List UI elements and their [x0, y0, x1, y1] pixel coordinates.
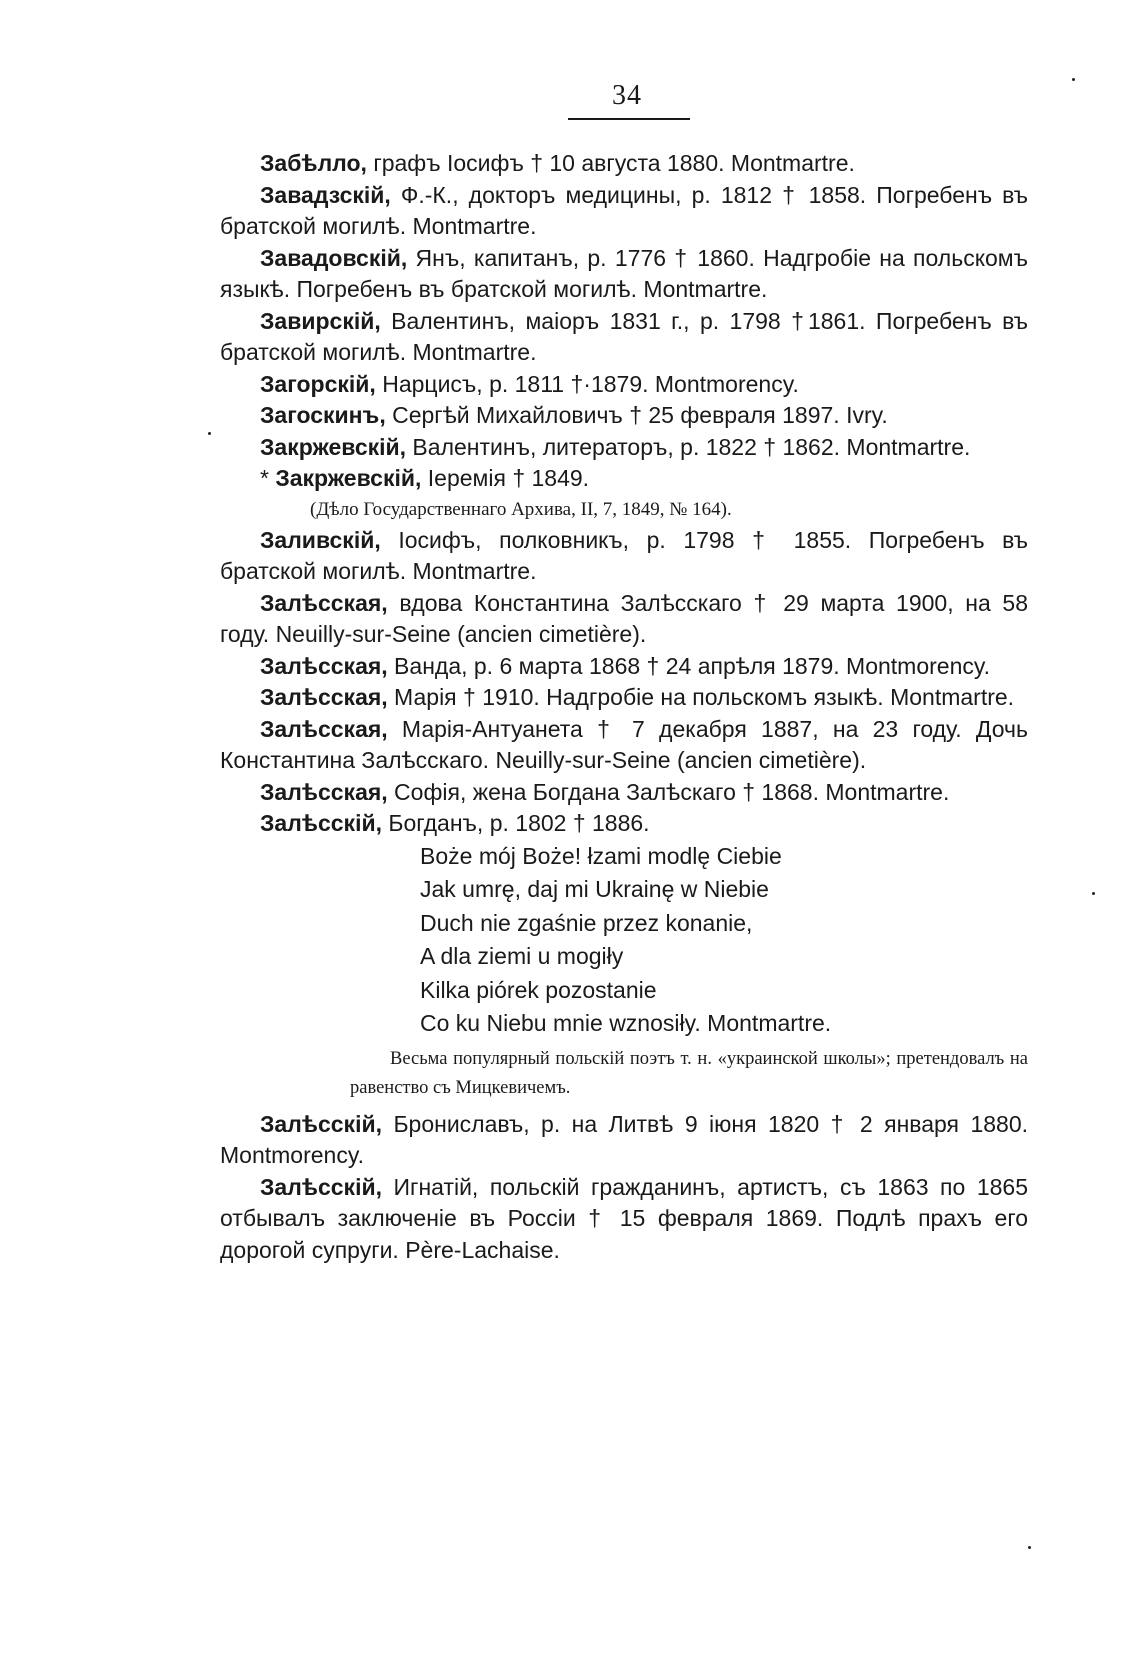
entry	[220, 180, 1028, 243]
entry-text: Софія, жена Богдана Залѣскаго † 1868. Montmartre.	[387, 778, 950, 805]
poem-line: Kilka piórek pozostanie	[420, 976, 657, 1003]
entry	[220, 1172, 1028, 1267]
entry	[220, 306, 1028, 369]
entry-surname: Залѣсская,	[260, 652, 388, 679]
entry-surname: Залѣсская,	[260, 684, 388, 710]
header-rule	[568, 118, 690, 120]
entry	[220, 588, 1028, 651]
entry-text: Іеремія † 1849.	[421, 465, 590, 491]
scan-speck	[1092, 892, 1095, 895]
entry-surname: Завадовскій,	[260, 244, 408, 271]
poet-note-text: Весьма популярный польскій поэтъ т. н. «украинской школы»; претендовалъ на равенство съ Мицкевичемъ.	[350, 1048, 1028, 1098]
entry	[220, 525, 1028, 588]
entry-surname: Загоскинъ,	[260, 402, 386, 428]
entry-surname: Залѣсскій,	[260, 1173, 382, 1200]
scan-speck	[1072, 78, 1075, 81]
poem-line: Jak umrę, daj mi Ukrainę w Niebie	[420, 876, 769, 902]
entry-text: Марія-Антуанета † 7 декабря 1887, на 23 году. Дочь Константина Залѣсскаго. Neuilly-sur-Seine (ancien cimetière).	[220, 715, 1028, 773]
entry-text: Ванда, р. 6 марта 1868 † 24 апрѣля 1879. Montmorency.	[387, 652, 991, 679]
entry-text: Янъ, капитанъ, р. 1776 † 1860. Надгробіе на польскомъ языкѣ. Погребенъ въ братской могилѣ. Montmartre.	[220, 244, 1028, 302]
entry-text: Брониславъ, р. на Литвѣ 9 іюня 1820 † 2 января 1880. Montmorency.	[220, 1110, 1028, 1168]
entry-text: Нарцисъ, р. 1811 †·1879. Montmorency.	[375, 370, 799, 397]
entry-text: Ф.-К., докторъ медицины, р. 1812 † 1858. Погребенъ въ братской могилѣ. Montmartre.	[220, 181, 1028, 239]
entry	[220, 463, 1028, 495]
entry-surname: Залѣсская,	[260, 715, 388, 742]
entry-text: Іосифъ, полковникъ, р. 1798 † 1855. Погребенъ въ братской могилѣ. Montmartre.	[220, 526, 1028, 584]
entry-prefix: *	[260, 465, 276, 491]
entry-surname: Заливскій,	[260, 526, 381, 553]
entry	[220, 714, 1028, 777]
entry-surname: Загорскій,	[260, 370, 376, 397]
entry	[220, 369, 1028, 401]
entry-text: Валентинъ, литераторъ, р. 1822 † 1862. Montmartre.	[406, 433, 971, 460]
entry-text: Марія † 1910. Надгробіе на польскомъ языкѣ. Montmartre.	[387, 684, 1015, 710]
poem-line: Duch nie zgaśnie przez konanie,	[420, 909, 753, 936]
entry	[220, 1109, 1028, 1172]
entry-text: Сергѣй Михайловичъ † 25 февраля 1897. Ivry.	[385, 402, 888, 428]
entry	[220, 808, 1028, 840]
entry-surname: Залѣсская,	[260, 589, 388, 616]
entry-surname: Залѣсскій,	[260, 1110, 382, 1137]
entry	[220, 777, 1028, 809]
entry-surname: Забѣлло,	[260, 150, 367, 176]
entry-surname: Залѣсскій,	[260, 810, 382, 836]
poem-line: Co ku Niebu mnie wznosiły. Montmartre.	[420, 1010, 832, 1036]
page-number: 34	[612, 80, 642, 111]
entry-text: вдова Константина Залѣсскаго † 29 марта 1900, на 58 году. Neuilly-sur-Seine (ancien cimetière).	[220, 589, 1028, 647]
entry	[220, 400, 1028, 432]
archive-source-note: (Дѣло Государственнаго Архива, II, 7, 1849, № 164).	[310, 498, 732, 520]
entry-surname: Закржевскій,	[260, 433, 407, 460]
poem-line: Boże mój Boże! łzami modlę Ciebie	[420, 842, 782, 869]
entry	[220, 651, 1028, 683]
poet-note	[350, 1041, 1028, 1109]
entry-surname: Залѣсская,	[260, 778, 388, 805]
entry-text: графъ Іосифъ † 10 августа 1880. Montmartre.	[366, 150, 855, 176]
entry	[220, 148, 1028, 180]
entry-surname: Завадзскій,	[260, 181, 391, 208]
scan-speck	[1028, 1546, 1031, 1549]
entry	[220, 682, 1028, 714]
poem-line: A dla ziemi u mogiły	[420, 943, 624, 969]
entry-text: Игнатій, польскій гражданинъ, артистъ, съ 1863 по 1865 отбывалъ заключеніе въ Россіи † 15 февраля 1869. Подлѣ прахъ его дорогой супруги. Père-Lachaise.	[220, 1173, 1028, 1263]
entries-column	[220, 148, 1028, 1266]
entry-surname: Закржевскій,	[275, 465, 422, 491]
scan-speck	[208, 432, 211, 435]
entry	[220, 243, 1028, 306]
entry-text: Валентинъ, маіоръ 1831 г., р. 1798 †1861. Погребенъ въ братской могилѣ. Montmartre.	[220, 307, 1028, 365]
entry	[220, 432, 1028, 464]
poem	[420, 840, 1028, 1041]
entry-text: Богданъ, р. 1802 † 1886.	[382, 810, 650, 836]
entry-surname: Завирскій,	[260, 307, 381, 334]
